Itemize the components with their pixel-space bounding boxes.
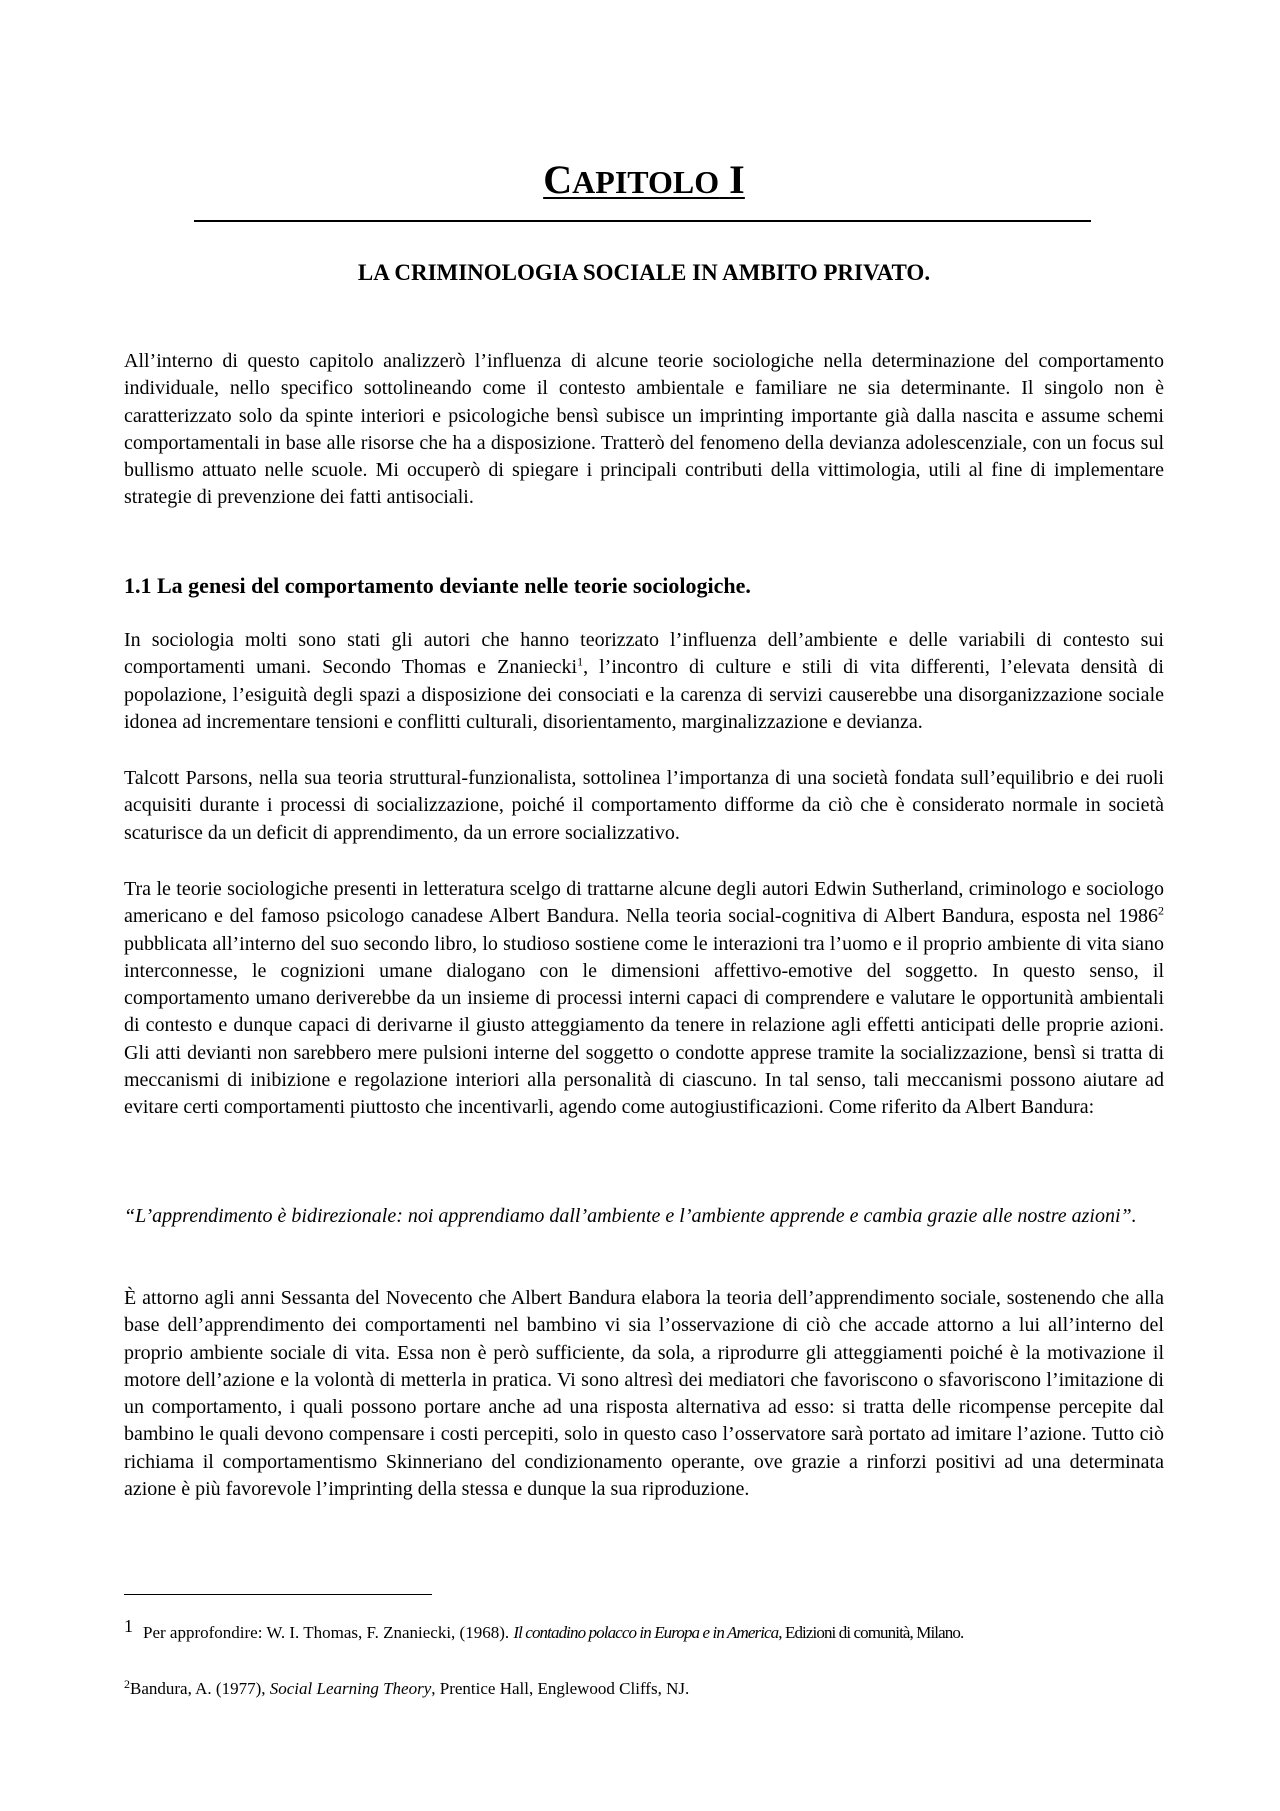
- footnote-2: $^2$Bandura, A. (1977), Social Learning Theory, Prentice Hall, Englewood Cliffs, NJ.: [124, 1677, 690, 1698]
- chapter-subtitle: LA CRIMINOLOGIA SOCIALE IN AMBITO PRIVATO.: [357, 260, 931, 285]
- footnote-ref-2[interactable]: 2: [1158, 903, 1164, 918]
- paragraph-social-learning: È attorno agli anni Sessanta del Novecento che Albert Bandura elabora la teoria dell’apprendimento sociale, sostenendo che alla base dell’apprendimento dei comportamenti nel bambino vi sia l’osservazione di ciò che accade attorno a lui all’interno del proprio ambiente sociale di vita. Essa non è però sufficiente, da sola, a riprodurre gli atteggiamenti poiché è la motivazione il motore dell’azione e la volontà di metterla in pratica. Vi sono altresì dei mediatori che favoriscono o sfavoriscono l’imitazione di un comportamento, i quali possono portare anche ad una risposta alternativa ad esso: si tratta delle ricompense percepite dal bambino le quali devono compensare i costi percepiti, solo in questo caso l’osservatore sarà portato ad imitare l’azione. Tutto ciò richiama il comportamentismo Skinneriano del condizionamento operante, ove grazie a rinforzi positivi ad una determinata azione è più favorevole l’imprinting della stessa e dunque la sua riproduzione.: [124, 1287, 1164, 1501]
- chapter-title: [124, 156, 1164, 206]
- footnote-2-number: 2: [124, 1677, 130, 1691]
- footnote-2-book-title: Social Learning Theory: [269, 1679, 432, 1698]
- intro-paragraph: All’interno di questo capitolo analizzerò l’influenza di alcune teorie sociologiche nella determinazione del comportamento individuale, nello specifico sottolineando come il contesto ambientale e familiare ne sia determinante. Il singolo non è caratterizzato solo da spinte interiori e psicologiche bensì subisce un imprinting importante già dalla nascita e assume schemi comportamentali in base alle risorse che ha a disposizione. Tratterò del fenomeno della devianza adolescenziale, con un focus sul bullismo attuato nelle scuole. Mi occuperò di spiegare i principali contributi della vittimologia, utili al fine di implementare strategie di prevenzione dei fatti antisociali.: [124, 350, 1164, 509]
- footnote-1-book-title: Il contadino polacco in Europa e in America: [513, 1623, 779, 1642]
- section-heading: 1.1 La genesi del comportamento deviante nelle teorie sociologiche.: [124, 573, 751, 598]
- paragraph-thomas-znaniecki: In sociologia molti sono stati gli autori che hanno teorizzato l’influenza dell’ambiente e delle variabili di contesto sui comportamenti umani. Secondo Thomas e Znaniecki$^1$, l’incontro di culture e stili di vita differenti, l’elevata densità di popolazione, l’esiguità degli spazi a disposizione dei consociati e la carenza di servizi causerebbe una disorganizzazione sociale idonea ad incrementare tensioni e conflitti culturali, disorientamento, marginalizzazione e devianza.: [124, 629, 1164, 733]
- chapter-title-text: CAPITOLO I: [543, 157, 745, 202]
- footnote-divider: [124, 1594, 432, 1595]
- footnote-1: 1 Per approfondire: W. I. Thomas, F. Znaniecki, (1968). Il contadino polacco in Europa e in America, Edizioni di comunità, Milano.: [124, 1616, 964, 1642]
- title-divider: [194, 220, 1091, 222]
- bandura-quote: “L’apprendimento è bidirezionale: noi apprendiamo dall’ambiente e l’ambiente apprende e cambia grazie alle nostre azioni”.: [124, 1205, 1137, 1227]
- paragraph-bandura-theory: Tra le teorie sociologiche presenti in letteratura scelgo di trattarne alcune degli autori Edwin Sutherland, criminologo e sociologo americano e del famoso psicologo canadese Albert Bandura. Nella teoria social-cognitiva di Albert Bandura, esposta nel 1986$^2$ pubblicata all’interno del suo secondo libro, lo studioso sostiene come le interazioni tra l’uomo e il proprio ambiente di vita siano interconnesse, le cognizioni umane dialogano con le dimensioni affettivo-emotive del soggetto. In questo senso, il comportamento umano deriverebbe da un insieme di processi interni capaci di comprendere e valutare le opportunità ambientali di contesto e dunque capaci di derivarne il giusto atteggiamento da tenere in relazione agli effetti anticipati delle proprie azioni. Gli atti devianti non sarebbero mere pulsioni interne del soggetto o condotte apprese tramite la socializzazione, bensì si tratta di meccanismi di inibizione e regolazione interiori alla personalità di ciascuno. In tal senso, tali meccanismi possono aiutare ad evitare certi comportamenti piuttosto che incentivarli, agendo come autogiustificazioni. Come riferito da Albert Bandura:: [124, 878, 1164, 1119]
- footnote-ref-1[interactable]: 1: [577, 654, 584, 669]
- paragraph-parsons: Talcott Parsons, nella sua teoria struttural-funzionalista, sottolinea l’importanza di una società fondata sull’equilibrio e dei ruoli acquisiti durante i processi di socializzazione, poiché il comportamento difforme da ciò che è considerato normale in società scaturisce da un deficit di apprendimento, da un errore socializzativo.: [124, 767, 1164, 844]
- footnote-1-number: 1: [124, 1616, 133, 1636]
